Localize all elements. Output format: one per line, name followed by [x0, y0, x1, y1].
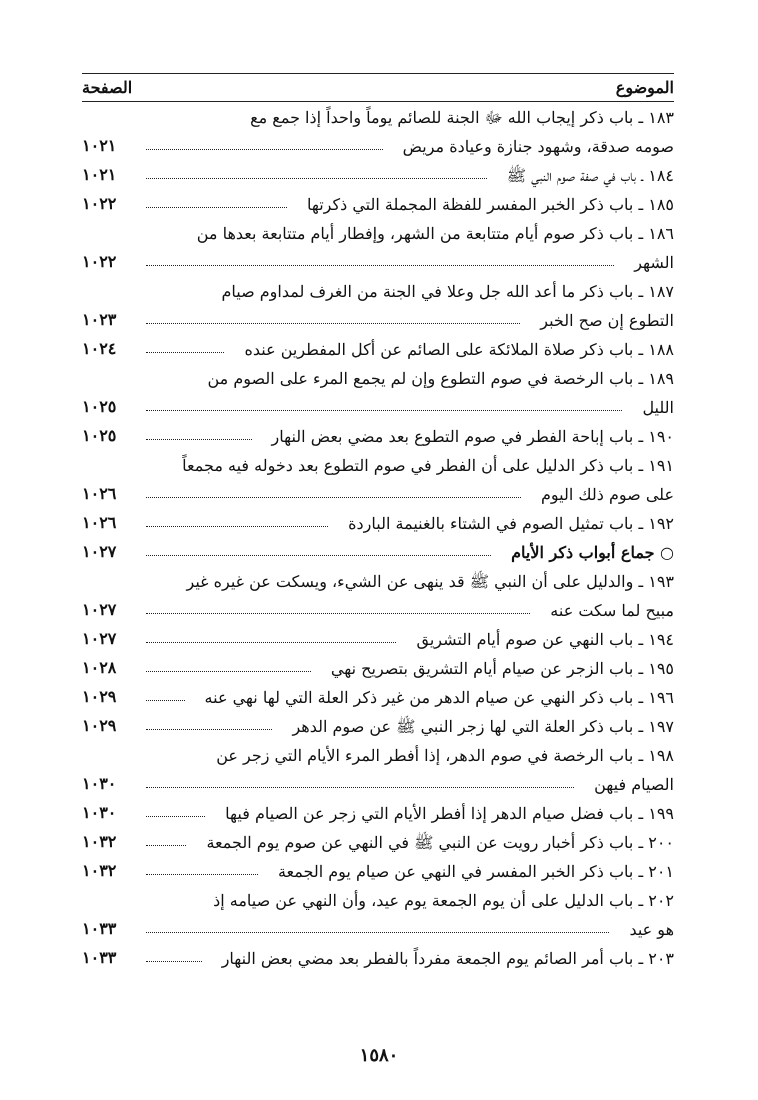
toc-page-number: ١٠٢٧ [82, 542, 117, 561]
toc-row [82, 684, 674, 713]
leader-dots [146, 810, 205, 817]
toc-row [82, 220, 674, 249]
toc-entry-text: ١٨٤ ـ باب في صفة صوم النبي ﷺ [506, 166, 674, 185]
toc-entry-text: ○ جماع أبواب ذكر الأيام [511, 543, 674, 562]
toc-page-number: ١٠٣٣ [82, 948, 117, 967]
toc-row [82, 249, 674, 278]
toc-row [82, 771, 674, 800]
toc-entry-text: ١٨٧ ـ باب ذكر ما أعد الله جل وعلا في الجنة من الغرف لمداوم صيام [221, 282, 674, 301]
table-of-contents [82, 104, 674, 974]
toc-row [82, 365, 674, 394]
toc-entry-text: ١٨٨ ـ باب ذكر صلاة الملائكة على الصائم عن أكل المفطرين عنده [244, 340, 674, 359]
toc-entry-text: التطوع إن صح الخبر [540, 311, 674, 330]
toc-section-heading [82, 539, 674, 568]
toc-page-number: ١٠٢٩ [82, 716, 117, 735]
toc-entry-text: ١٩٤ ـ باب النهي عن صوم أيام التشريق [416, 630, 674, 649]
leader-dots [146, 317, 520, 324]
toc-row [82, 887, 674, 916]
leader-dots [146, 955, 202, 962]
toc-row [82, 916, 674, 945]
toc-page-number: ١٠٢٤ [82, 339, 117, 358]
toc-page-number: ١٠٢١ [82, 165, 117, 184]
toc-entry-text: مبيح لما سكت عنه [550, 601, 674, 620]
leader-dots [146, 636, 396, 643]
leader-dots [146, 172, 487, 179]
leader-dots [146, 723, 272, 730]
toc-row [82, 394, 674, 423]
toc-row [82, 104, 674, 133]
toc-entry-text: ١٩٥ ـ باب الزجر عن صيام أيام التشريق بتصريح نهي [330, 659, 674, 678]
page-column-label: الصفحة [82, 78, 133, 97]
toc-entry-text: ١٩٩ ـ باب فضل صيام الدهر إذا أفطر الأيام التي زجر عن الصيام فيها [225, 804, 674, 823]
toc-row [82, 800, 674, 829]
toc-row [82, 133, 674, 162]
toc-entry-text: ١٩٣ ـ والدليل على أن النبي ﷺ قد ينهى عن الشيء، ويسكت عن غيره غير [186, 572, 674, 591]
page-header [82, 73, 674, 96]
toc-row [82, 307, 674, 336]
toc-entry-text: ٢٠٢ ـ باب الدليل على أن يوم الجمعة يوم عيد، وأن النهي عن صيامه إذ [213, 891, 674, 910]
toc-page-number: ١٠٣٠ [82, 803, 117, 822]
toc-entry-text: على صوم ذلك اليوم [541, 485, 674, 504]
toc-page-number: ١٠٢٨ [82, 658, 117, 677]
page-number: ١٥٨٠ [359, 1045, 399, 1066]
leader-dots [146, 549, 491, 556]
toc-row [82, 858, 674, 887]
toc-page-number: ١٠٢٣ [82, 310, 117, 329]
toc-page-number: ١٠٣٠ [82, 774, 117, 793]
toc-entry-text: ١٩٠ ـ باب إباحة الفطر في صوم التطوع بعد مضي بعض النهار [271, 427, 674, 446]
toc-entry-text: الصيام فيهن [594, 775, 674, 794]
toc-page-number: ١٠٢٥ [82, 426, 117, 445]
toc-row [82, 626, 674, 655]
toc-row [82, 162, 674, 191]
toc-entry-text: هو عيد [629, 920, 674, 939]
toc-row [82, 278, 674, 307]
toc-entry-text: ١٩١ ـ باب ذكر الدليل على أن الفطر في صوم التطوع بعد دخوله فيه مجمعاً [182, 456, 674, 475]
toc-entry-text: ١٩٧ ـ باب ذكر العلة التي لها زجر النبي ﷺ عن صوم الدهر [292, 717, 674, 736]
toc-row [82, 423, 674, 452]
header-rule [82, 101, 674, 102]
toc-entry-text: صومه صدقة، وشهود جنازة وعيادة مريض [402, 137, 674, 156]
toc-entry-text: ٢٠٣ ـ باب أمر الصائم يوم الجمعة مفرداً بالفطر بعد مضي بعض النهار [221, 949, 674, 968]
leader-dots [146, 404, 622, 411]
toc-page-number: ١٠٢٦ [82, 484, 117, 503]
toc-entry-text: ١٨٣ ـ باب ذكر إيجاب الله ﷻ الجنة للصائم يوماً واحداً إذا جمع مع [250, 108, 674, 127]
topic-column-label: الموضوع [615, 78, 674, 97]
toc-entry-text: ١٨٥ ـ باب ذكر الخبر المفسر للفظة المجملة التي ذكرتها [306, 195, 674, 214]
toc-page-number: ١٠٢١ [82, 136, 117, 155]
toc-page-number: ١٠٣٢ [82, 861, 117, 880]
toc-page-number: ١٠٢٧ [82, 600, 117, 619]
toc-entry-text: الليل [642, 398, 674, 417]
leader-dots [146, 143, 383, 150]
leader-dots [146, 694, 185, 701]
toc-row [82, 452, 674, 481]
toc-page-number: ١٠٢٢ [82, 194, 117, 213]
toc-row [82, 191, 674, 220]
toc-page-number: ١٠٣٢ [82, 832, 117, 851]
leader-dots [146, 259, 614, 266]
leader-dots [146, 491, 521, 498]
toc-entry-text: ١٨٩ ـ باب الرخصة في صوم التطوع وإن لم يجمع المرء على الصوم من [207, 369, 674, 388]
toc-entry-text: ١٩٢ ـ باب تمثيل الصوم في الشتاء بالغنيمة الباردة [348, 514, 674, 533]
leader-dots [146, 520, 328, 527]
toc-row [82, 829, 674, 858]
toc-entry-text: ٢٠٠ ـ باب ذكر أخبار رويت عن النبي ﷺ في النهي عن صوم يوم الجمعة [206, 833, 674, 852]
toc-page-number: ١٠٢٢ [82, 252, 117, 271]
toc-row [82, 336, 674, 365]
toc-page-number: ١٠٢٦ [82, 513, 117, 532]
toc-page-number: ١٠٣٣ [82, 919, 117, 938]
toc-entry-text: ١٨٦ ـ باب ذكر صوم أيام متتابعة من الشهر، وإفطار أيام متتابعة بعدها من [196, 224, 674, 243]
toc-entry-text: ٢٠١ ـ باب ذكر الخبر المفسر في النهي عن صيام يوم الجمعة [277, 862, 674, 881]
leader-dots [146, 665, 311, 672]
leader-dots [146, 868, 258, 875]
toc-row [82, 945, 674, 974]
leader-dots [146, 926, 609, 933]
leader-dots [146, 433, 252, 440]
leader-dots [146, 346, 224, 353]
toc-page-number: ١٠٢٥ [82, 397, 117, 416]
toc-page-number: ١٠٢٩ [82, 687, 117, 706]
toc-row [82, 568, 674, 597]
toc-row [82, 510, 674, 539]
toc-row [82, 713, 674, 742]
toc-row [82, 481, 674, 510]
toc-entry-text: الشهر [634, 253, 674, 272]
leader-dots [146, 201, 287, 208]
toc-row [82, 597, 674, 626]
toc-page-number: ١٠٢٧ [82, 629, 117, 648]
leader-dots [146, 839, 186, 846]
leader-dots [146, 607, 530, 614]
toc-row [82, 742, 674, 771]
toc-entry-text: ١٩٨ ـ باب الرخصة في صوم الدهر، إذا أفطر المرء الأيام التي زجر عن [216, 746, 674, 765]
toc-entry-text: ١٩٦ ـ باب ذكر النهي عن صيام الدهر من غير ذكر العلة التي لها نهي عنه [204, 688, 674, 707]
toc-row [82, 655, 674, 684]
leader-dots [146, 781, 574, 788]
